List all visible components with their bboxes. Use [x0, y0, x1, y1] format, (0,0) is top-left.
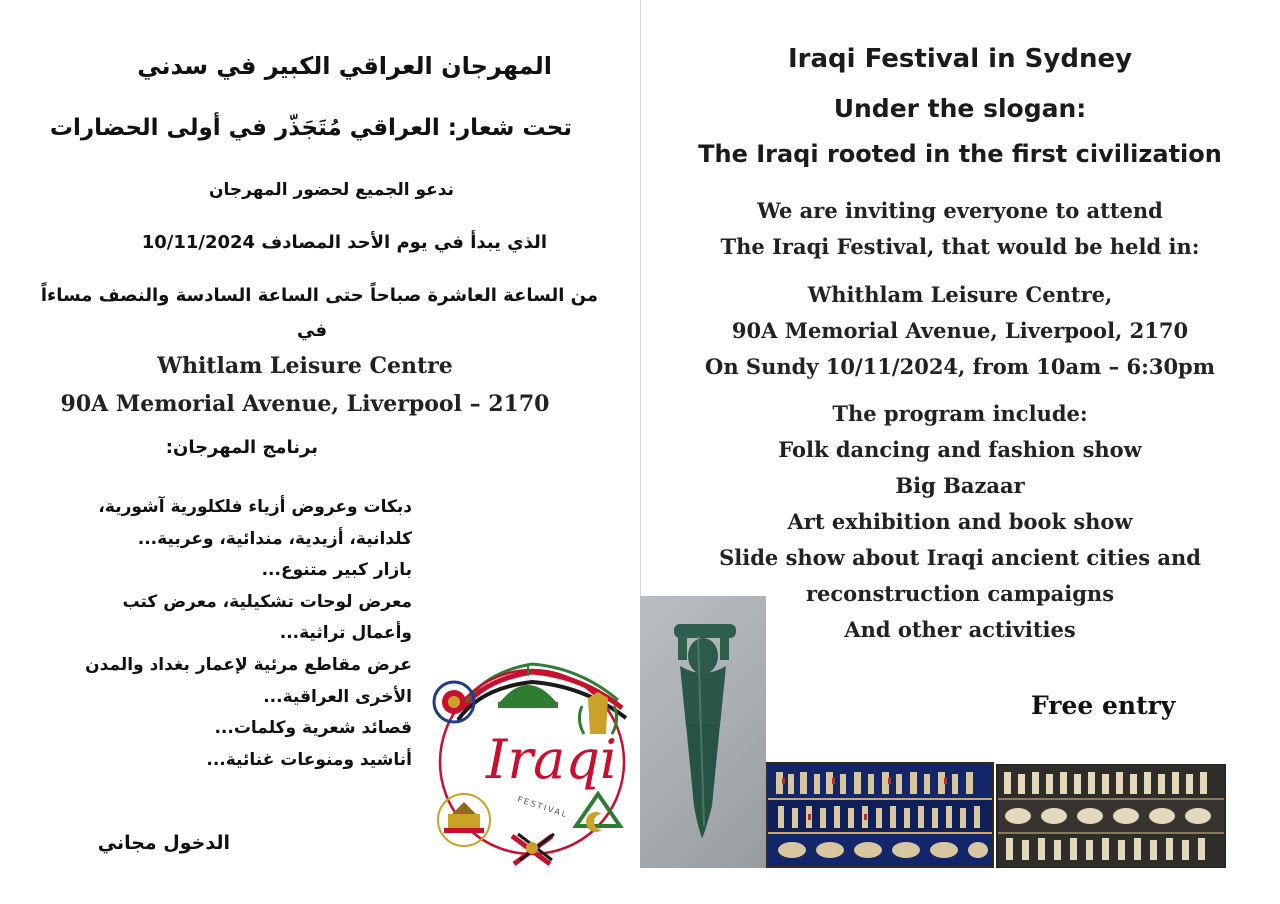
arabic-program-list: [85, 492, 412, 776]
arabic-venue-address: 90A Memorial Avenue, Liverpool – 2170: [60, 391, 550, 417]
program-heading: The program include:: [832, 401, 1088, 426]
program-item: Big Bazaar: [895, 473, 1025, 498]
arabic-program-line: قصائد شعرية وكلمات...: [214, 718, 412, 739]
arabic-program-line: دبكات وعروض أزياء فلكلورية آشورية،: [98, 497, 412, 517]
flag-ribbon-icon: [512, 834, 554, 864]
temple-icon: [438, 794, 490, 846]
venue-name: Whithlam Leisure Centre,: [807, 282, 1113, 307]
program-item: Slide show about Iraqi ancient cities and: [719, 545, 1201, 570]
event-datetime: On Sundy 10/11/2024, from 10am – 6:30pm: [705, 354, 1215, 379]
english-subtitle: Under the slogan:: [833, 94, 1087, 123]
program-item: Folk dancing and fashion show: [778, 437, 1142, 462]
standard-of-ur-war-photo: [766, 762, 994, 868]
column-divider: [640, 0, 641, 600]
arabic-slogan: تحت شعار: العراقي مُتَجَذّر في أولى الحضارات: [49, 115, 572, 141]
iraqi-festival-logo: [422, 650, 640, 872]
english-title: Iraqi Festival in Sydney: [787, 44, 1133, 74]
arabic-free-entry: الدخول مجاني: [97, 832, 230, 854]
arabic-program-line: معرض لوحات تشكيلية، معرض كتب: [122, 591, 412, 612]
arabic-date-line: الذي يبدأ في يوم الأحد المصادف 10/11/2024: [141, 232, 547, 253]
arabic-venue-name: Whitlam Leisure Centre: [157, 353, 453, 379]
arabic-in-word: في: [297, 320, 327, 341]
logo-wordmark: Iraqi: [486, 728, 618, 791]
arabic-program-line: أناشيد ومنوعات غنائية...: [206, 749, 412, 770]
logo-subtext: FESTIVAL: [516, 794, 570, 820]
arabic-program-line: عرض مقاطع مرئية لإعمار بغداد والمدن: [85, 654, 412, 675]
program-item: And other activities: [844, 617, 1076, 642]
arabic-title: المهرجان العراقي الكبير في سدني: [137, 52, 552, 80]
bronze-figure-photo: [640, 596, 766, 868]
arabic-program-line: وأعمال تراثية...: [279, 623, 412, 644]
english-free-entry: Free entry: [1031, 691, 1176, 720]
program-item: reconstruction campaigns: [805, 581, 1115, 606]
arabic-program-line: بازار كبير متنوع...: [261, 560, 412, 581]
program-item: Art exhibition and book show: [787, 509, 1133, 534]
english-invitation: [660, 193, 1260, 265]
english-venue-block: [660, 277, 1260, 385]
arabic-program-line: كلدانية، أزيدية، مندائية، وعربية...: [137, 528, 412, 549]
arabic-program-line: الأخرى العراقية...: [263, 686, 412, 707]
arabic-invitation: ندعو الجميع لحضور المهرجان: [208, 180, 454, 200]
invite-line: The Iraqi Festival, that would be held in:: [720, 234, 1200, 259]
venue-address: 90A Memorial Avenue, Liverpool, 2170: [731, 318, 1189, 343]
standard-of-ur-peace-photo: [996, 764, 1226, 868]
crescent-icon: [576, 794, 620, 832]
english-slogan: The Iraqi rooted in the first civilization: [698, 140, 1222, 168]
arabic-program-heading: برنامج المهرجان:: [165, 437, 318, 458]
arabic-time-line: من الساعة العاشرة صباحاً حتى الساعة السادسة والنصف مساءاً: [40, 285, 598, 306]
invite-line: We are inviting everyone to attend: [757, 198, 1163, 223]
